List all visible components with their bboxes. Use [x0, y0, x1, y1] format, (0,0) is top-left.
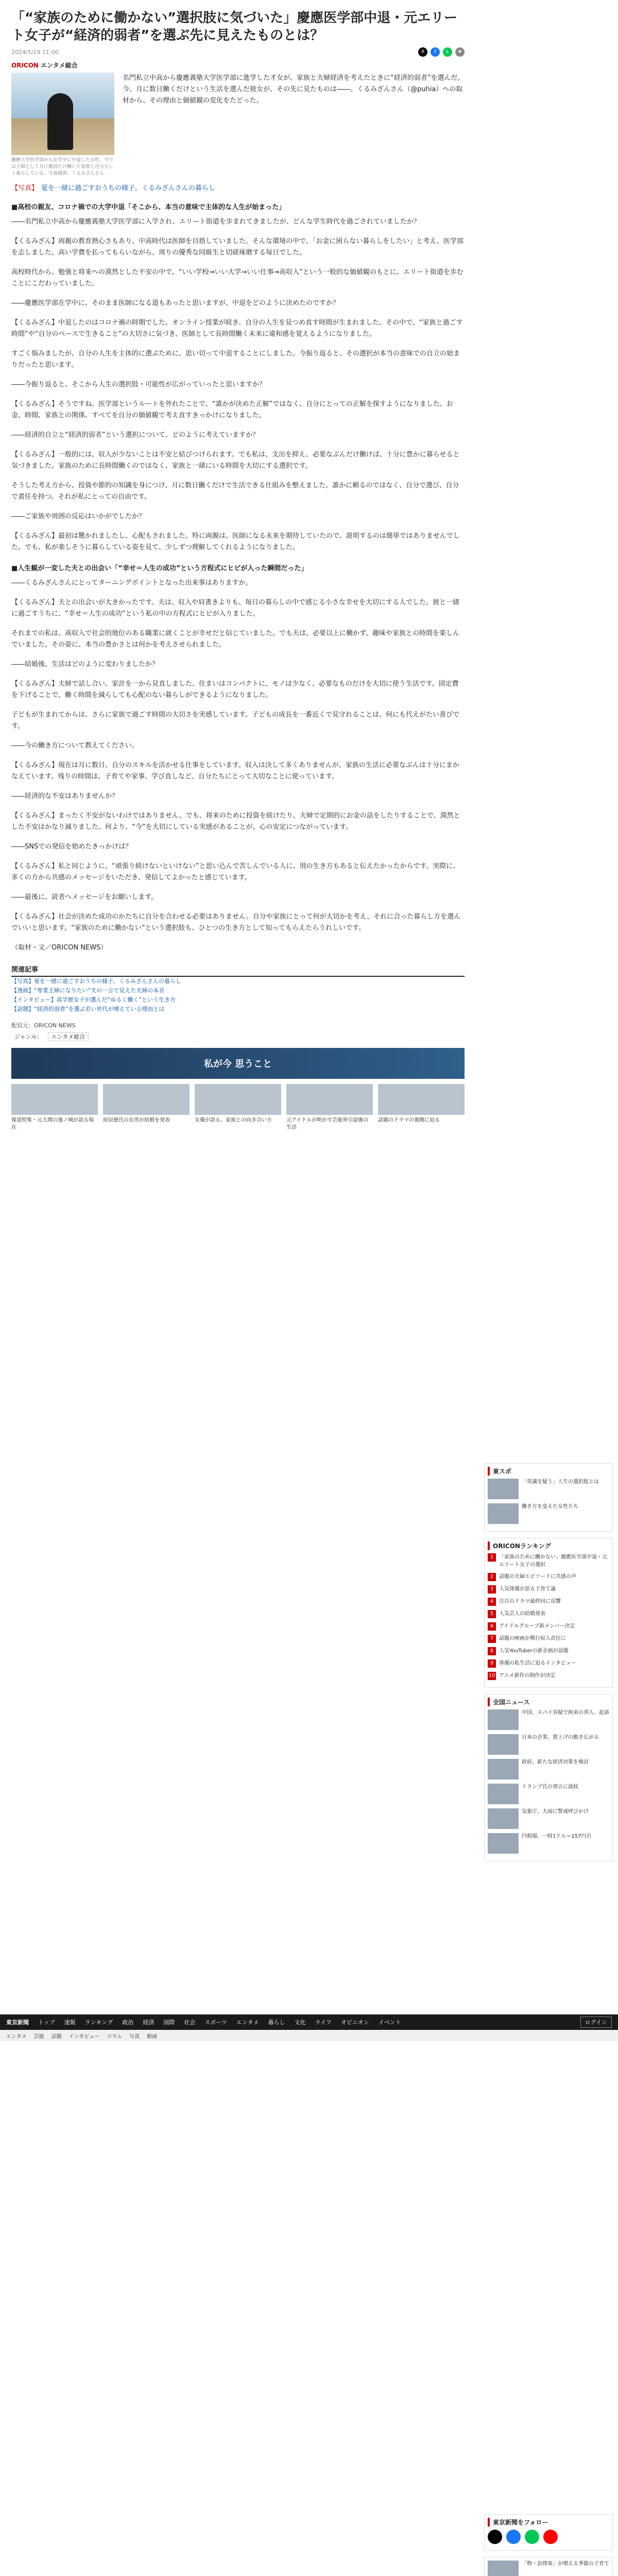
paragraph: 【くるみざん】両親の教育熱心さもあり、中高時代は医師を目指していました。そんな環境の中で、「お金に困らない暮らしをしたい」と考え、医学部を志しました。高い学費を払ってもらいながら、周りの優秀な同級生と切磋琢磨する毎日でした。 — [11, 238, 464, 257]
topic-item[interactable] — [488, 1503, 609, 1524]
card-thumbnail — [286, 1084, 373, 1115]
article-date: 2024/5/19 11:00 — [11, 48, 59, 56]
bottom-item[interactable] — [488, 2561, 609, 2576]
rank-number: 7 — [488, 1635, 496, 1643]
genre-tag[interactable]: エンタメ総合 — [48, 1032, 89, 1041]
paragraph: 高校時代から、勉強と将来への漠然とした不安の中で、“いい学校→いい大学→いい仕事→高収入”という一般的な価値観のもとに、エリート街道を歩むことにこだわっていました。 — [11, 268, 464, 287]
rank-number: 9 — [488, 1659, 496, 1668]
lead-section — [11, 73, 465, 177]
news-text: 円相場、一時1ドル＝157円台 — [522, 1834, 592, 1839]
topic-thumbnail — [488, 1503, 519, 1524]
topic-thumbnail — [488, 1479, 519, 1499]
card-caption: 元アイドルが明かす芸能界引退後の生活 — [286, 1117, 369, 1130]
genre-label: ジャンル： — [14, 1033, 43, 1040]
person-figure — [47, 93, 73, 150]
card-caption: 原辰徳氏の長男が結婚を発表 — [103, 1117, 170, 1123]
nav-item[interactable]: 社会 — [184, 2019, 196, 2026]
news-item[interactable] — [488, 1833, 609, 1854]
photo-block — [11, 73, 114, 177]
x-follow-icon[interactable] — [488, 2530, 502, 2544]
provider — [11, 1021, 465, 1029]
ranking-item[interactable] — [488, 1553, 609, 1569]
nav-item[interactable]: スポーツ — [204, 2019, 227, 2026]
news-text: 日本の企業、賃上げの動き広がる — [522, 1735, 599, 1740]
ranking-item[interactable] — [488, 1598, 609, 1606]
topic-item[interactable] — [488, 1479, 609, 1499]
rank-number: 8 — [488, 1647, 496, 1655]
paragraph: ――くるみざんさんにとってターニングポイントとなった出来事はありますか。 — [11, 579, 252, 587]
sub-nav — [0, 2030, 618, 2041]
news-box — [484, 1694, 613, 1861]
news-text: トランプ氏の発言に波紋 — [522, 1784, 578, 1790]
news-title: 全国ニュース — [488, 1698, 609, 1706]
nav-item[interactable]: ライフ — [315, 2019, 332, 2026]
card-thumbnail — [195, 1084, 281, 1115]
paragraph: ――SNSでの発信を始めたきっかけは？ — [11, 843, 132, 851]
follow-buttons — [488, 2530, 609, 2544]
paragraph: そうした考え方から、投資や節約の知識を身につけ、月に数日働くだけで生活できる仕組みを整えました。誰かに頼るのではなく、自分で選び、自分で責任を持つ。それが私にとっての自由です。 — [11, 482, 459, 501]
ranking-title: ORICONランキング — [488, 1541, 609, 1550]
nav-item[interactable]: 国際 — [163, 2019, 175, 2026]
provider-name[interactable]: ORICON NEWS — [34, 1022, 76, 1029]
paragraph: それまでの私は、高収入で社会的地位のある職業に就くことが幸せだと信じていました。でも夫は、必要以上に働かず、趣味や家族との時間を楽しんでいました。その姿に、本当の豊かさとは何かを考えさせられました。 — [11, 630, 459, 649]
feature-banner[interactable]: 私が今 思うこと — [11, 1048, 465, 1079]
rank-number: 6 — [488, 1622, 496, 1631]
bottom-thumbnail — [488, 2561, 519, 2576]
photo-link-text: 夏を一緒に過ごすおうちの様子。くるみざんさんの暮らし — [41, 184, 216, 192]
follow-title: 東京新聞をフォロー — [488, 2518, 609, 2527]
paragraph: ――経済的自立と“経済的弱者”という選択について、どのように考えていますか？ — [11, 431, 259, 439]
rank-text: 俳優の私生活に迫るインタビュー — [499, 1660, 576, 1666]
paragraph: （取材・文／ORICON NEWS） — [11, 944, 108, 952]
paragraph: ――最後に、読者へメッセージをお願いします。 — [11, 893, 158, 901]
nav-item[interactable]: 暮らし — [268, 2019, 285, 2026]
ranking-item[interactable] — [488, 1635, 609, 1643]
paragraph: 【くるみざん】中退したのはコロナ禍の時期でした。オンライン授業が続き、自分の人生を見つめ直す時間が生まれました。その中で、“家族と過ごす時間”や“自分のペースで生きること”の大切さに気づき、医師として長時間働く未来に違和感を覚えるようになりました。 — [11, 319, 463, 338]
news-thumbnail — [488, 1833, 519, 1854]
photo-link-label: 【写真】 — [11, 184, 39, 192]
rank-number: 2 — [488, 1573, 496, 1581]
rank-number: 1 — [488, 1553, 496, 1562]
feature-card[interactable] — [378, 1084, 465, 1131]
subnav-item[interactable]: 写真 — [129, 2033, 140, 2040]
related-item[interactable]: 【インタビュー】高学歴女子が選んだ“ゆるく働く”という生き方 — [11, 996, 176, 1003]
related-item[interactable]: 【漫画】“専業主婦になりたい”夫の一言で見えた夫婦の本音 — [11, 987, 165, 994]
news-text: 政府、新たな経済対策を検討 — [522, 1759, 589, 1765]
related-list — [11, 977, 465, 1014]
section-heading: ■人生観が一変した夫との出会い「“幸せ＝人生の成功”という方程式にヒビが入った瞬間だった」 — [11, 565, 308, 572]
youtube-follow-icon[interactable] — [543, 2530, 558, 2544]
paragraph: 【くるみざん】私と同じように、“頑張り続けないといけない”と思い込んで苦しんでいる人に、別の生き方もあると伝えたかったからです。実際に、多くの方から共感のメッセージをいただき、発信してよかったと感じています。 — [11, 862, 460, 882]
follow-box — [484, 2514, 613, 2551]
feature-card[interactable] — [11, 1084, 98, 1131]
rank-text: 「家族のために働かない」慶應医学部中退・元エリート女子の選択 — [499, 1554, 607, 1568]
related-item[interactable]: 【写真】夏を一緒に過ごすおうちの様子。くるみざんさんの暮らし — [11, 978, 181, 985]
ranking-item[interactable] — [488, 1610, 609, 1618]
paragraph: ――今振り返ると、そこから人生の選択肢・可能性が広がっていったと思いますか？ — [11, 381, 266, 388]
paragraph: 【くるみざん】社会が決めた成功のかたちに自分を合わせる必要はありません。自分や家族にとって何が大切かを考え、それに合った暮らし方を選んでいいと思います。“家族のために働かない”という選択肢も、ひとつの生き方として知ってもらえたらうれしいです。 — [11, 913, 461, 932]
ranking-item[interactable] — [488, 1672, 609, 1680]
card-thumbnail — [103, 1084, 190, 1115]
nav-item[interactable]: オピニオン — [340, 2019, 369, 2026]
section-heading: ■高校の親友、コロナ禍での大学中退「そこから、本当の意味で主体的な人生が始まった」 — [11, 204, 286, 211]
nav-item[interactable]: 速報 — [64, 2019, 76, 2026]
article-title: 「“家族のために働かない”選択肢に気づいた」慶應医学部中退・元エリート女子が“経済的弱者”を選ぶ先に見えたものとは？ — [11, 10, 458, 43]
ranking-item[interactable] — [488, 1659, 609, 1668]
site-nav — [0, 2014, 618, 2030]
feature-card[interactable] — [103, 1084, 190, 1131]
news-text: 気象庁、大雨に警戒呼びかけ — [522, 1809, 589, 1815]
rank-text: 人気俳優が語る子育て論 — [499, 1586, 556, 1592]
news-thumbnail — [488, 1734, 519, 1755]
paragraph: 【くるみざん】一般的には、収入が少ないことは不安と結びつけられます。でも私は、支出を抑え、必要なぶんだけ働けば、十分に豊かに暮らせると気づきました。家族のために長時間働くのではなく、家族と一緒にいる時間を大切にする選択です。 — [11, 451, 460, 470]
photo-caption: 慶應大学医学部から在学中に中退した女性。今では主婦として月に数回だけ働いて家族と自分らしく暮らしている。写真提供：くるみざんさん — [11, 158, 114, 176]
card-thumbnail — [11, 1084, 98, 1115]
topic-text: 「常識を疑う」人生の選択肢とは — [522, 1479, 599, 1485]
line-share-icon[interactable]: L — [443, 47, 452, 57]
news-text: 中国、スパイ容疑で拘束の邦人、起訴 — [522, 1710, 609, 1716]
paragraph: 【くるみざん】最初は驚かれましたし、心配もされました。特に両親は、医師になる未来を期待していたので、説明するのは簡単ではありませんでした。でも、私が楽しそうに暮らしている姿を見て、少しずつ理解してくれるようになりました。 — [11, 532, 460, 551]
rank-text: アニメ新作の制作が決定 — [499, 1673, 556, 1679]
rank-text: 話題の映画が興行収入首位に — [499, 1636, 566, 1641]
ranking-item[interactable] — [488, 1585, 609, 1594]
line-follow-icon[interactable] — [525, 2530, 539, 2544]
facebook-share-icon[interactable]: f — [431, 47, 440, 57]
paragraph: ――今の働き方について教えてください。 — [11, 742, 139, 750]
nav-item[interactable]: 文化 — [294, 2019, 306, 2026]
rank-number: 3 — [488, 1585, 496, 1594]
card-caption: 話題のドラマの裏側に迫る — [378, 1117, 440, 1123]
sidebar — [484, 1463, 613, 1868]
subnav-item[interactable]: エンタメ — [6, 2033, 27, 2040]
topic-text: 働き方を変えた女性たち — [522, 1504, 578, 1510]
provider-label: 配信元： — [11, 1022, 34, 1029]
news-item[interactable] — [488, 1709, 609, 1730]
paragraph: 【くるみざん】そうですね。医学部というルートを外れたことで、“誰かが決めた正解”ではなく、自分にとっての正解を探すようになりました。お金、時間、家族との関係、すべてを自分の価値観で考え直すきっかけになりました。 — [11, 400, 453, 419]
nav-item[interactable]: トップ — [38, 2019, 55, 2026]
rank-text: 人気YouTuberの新企画が話題 — [499, 1648, 569, 1654]
rank-number: 10 — [488, 1672, 496, 1680]
site-logo[interactable]: 東京新聞 — [6, 2019, 29, 2026]
article-brand — [11, 61, 465, 70]
nav-item[interactable]: 政治 — [122, 2019, 134, 2026]
feature-card[interactable] — [286, 1084, 373, 1131]
ranking-box — [484, 1538, 613, 1688]
paragraph: 子どもが生まれてからは、さらに家族で過ごす時間の大切さを実感しています。子どもの成長を一番近くで見守れることは、何にも代えがたい喜びです。 — [11, 711, 459, 730]
article — [11, 9, 465, 1131]
feature-cards — [11, 1084, 465, 1131]
ranking-item[interactable] — [488, 1647, 609, 1655]
card-caption: 報道特集・元大関の逸ノ城が語る現在 — [11, 1117, 94, 1130]
brand-name[interactable]: ORICON — [11, 62, 39, 69]
ranking-item[interactable] — [488, 1622, 609, 1631]
article-photo[interactable] — [11, 73, 114, 155]
news-thumbnail — [488, 1709, 519, 1730]
bookmark-icon[interactable]: ★ — [455, 47, 465, 57]
share-buttons — [418, 47, 465, 57]
sidebar-lower — [484, 2514, 613, 2576]
news-thumbnail — [488, 1784, 519, 1804]
x-share-icon[interactable]: X — [418, 47, 427, 57]
nav-item[interactable]: ランキング — [84, 2019, 113, 2026]
rank-text: 話題の夫婦エピソードに共感の声 — [499, 1574, 576, 1580]
paragraph: ――ご家族や周囲の反応はいかがでしたか？ — [11, 513, 146, 520]
paragraph: 【くるみざん】現在は月に数日、自分のスキルを活かせる仕事をしています。収入は決して多くありませんが、家族の生活に必要なぶんは十分にまかなえています。残りの時間は、子育てや家事、学び直しなど、自分たちにとって大切なことに使っています。 — [11, 761, 459, 781]
card-caption: 女優が語る、家族との向き合い方 — [195, 1117, 272, 1123]
login-button[interactable]: ログイン — [580, 2016, 612, 2028]
subnav-item[interactable]: 話題 — [51, 2033, 62, 2040]
bottom-text: 「物・訪問客」が増える季節の子育て — [522, 2561, 609, 2567]
nav-item[interactable]: イベント — [378, 2019, 401, 2026]
paragraph: ――経済的な不安はありませんか？ — [11, 792, 119, 800]
news-item[interactable] — [488, 1734, 609, 1755]
news-item[interactable] — [488, 1784, 609, 1804]
paragraph: 【くるみざん】夫との出会いが大きかったです。夫は、収入や肩書きよりも、毎日の暮らしの中で感じる小さな幸せを大切にする人でした。彼と一緒に過ごすうちに、“幸せ＝人生の成功”という私の中の方程式にヒビが入りました。 — [11, 599, 459, 618]
rank-text: 注目のドラマ最終回に反響 — [499, 1599, 561, 1604]
brand-suffix: エンタメ総合 — [41, 62, 78, 69]
paragraph: ――慶應医学部在学中に、そのまま医師になる道もあったと思いますが、中退をどのように決めたのですか？ — [11, 299, 339, 307]
paragraph: 【くるみざん】夫婦で話し合い、家計を一から見直しました。住まいはコンパクトに、モノは少なく、必要なものだけを大切に使う生活です。固定費を下げることで、働く時間を減らしても心配のない暮らしができるようになりました。 — [11, 680, 459, 699]
rank-text: 人気芸人の結婚発表 — [499, 1611, 545, 1617]
paragraph: ――結婚後、生活はどのように変わりましたか？ — [11, 660, 159, 668]
related-item[interactable]: 【話題】“経済的弱者”を選ぶ若い世代が増えている理由とは — [11, 1006, 165, 1012]
rank-number: 5 — [488, 1610, 496, 1618]
nav-item[interactable]: 経済 — [143, 2019, 154, 2026]
subnav-item[interactable]: コラム — [107, 2033, 123, 2040]
news-thumbnail — [488, 1808, 519, 1829]
news-item[interactable] — [488, 1759, 609, 1780]
related-title: 関連記事 — [11, 964, 465, 977]
lead-text: 名門私立中高から慶應義塾大学医学部に進学した才女が、家族と夫婦経済を考えたときに“経済的弱者”を選んだ。今、月に数日働くだけという生活を選んだ彼女が、その先に見たものは――。くるみざんさん（@puhia）への取材から、その理由と価値観の変化をたどった。 — [123, 74, 465, 105]
facebook-follow-icon[interactable] — [506, 2530, 521, 2544]
feature-card[interactable] — [195, 1084, 281, 1131]
paragraph: すごく悩みましたが、自分の人生を主体的に選ぶために、思い切って中退することにしました。今振り返ると、その選択が本当の意味での自立の始まりだったと思います。 — [11, 350, 460, 369]
news-thumbnail — [488, 1759, 519, 1780]
subnav-item[interactable]: 芸能 — [33, 2033, 44, 2040]
news-item[interactable] — [488, 1808, 609, 1829]
genre-tags — [11, 1032, 465, 1041]
topics-box — [484, 1463, 613, 1532]
subnav-item[interactable]: インタビュー — [68, 2033, 100, 2040]
bottom-box — [484, 2557, 613, 2576]
card-thumbnail — [378, 1084, 465, 1115]
nav-item[interactable]: エンタメ — [236, 2019, 259, 2026]
rank-text: アイドルグループ新メンバー決定 — [499, 1623, 575, 1629]
paragraph: ――名門私立中高から慶應義塾大学医学部に入学され、エリート街道を歩まれてきましたが、どんな学生時代を過ごされていましたか？ — [11, 218, 420, 226]
article-meta — [11, 47, 465, 57]
paragraph: 【くるみざん】まったく不安がないわけではありません。でも、将来のために投資を続けたり、夫婦で定期的にお金の話をしたりすることで、漠然とした不安はかなり減りました。何より、“今”を大切にしている実感があることが、心の安定につながっています。 — [11, 812, 460, 831]
topics-title: 東スポ — [488, 1467, 609, 1476]
ranking-item[interactable] — [488, 1573, 609, 1581]
photo-link[interactable] — [11, 182, 465, 192]
subnav-item[interactable]: 動画 — [147, 2033, 158, 2040]
rank-number: 4 — [488, 1598, 496, 1606]
